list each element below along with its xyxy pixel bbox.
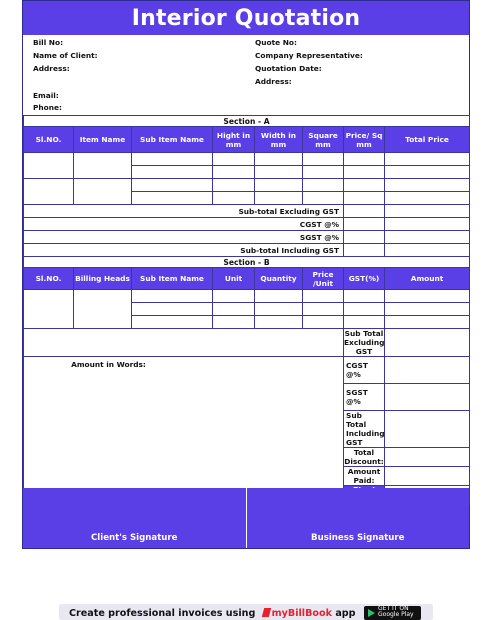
table-cell[interactable] [213,192,255,205]
signature-area [23,488,469,548]
section-a-title: Section - A [24,116,470,127]
summary-row [24,218,470,231]
client-signature-label: Client's Signature [23,488,247,548]
summary-row [24,357,470,384]
table-cell[interactable] [132,290,213,303]
sub-total-incl-label: Sub Total Including GST [344,411,385,448]
col-sl-no: Sl.NO. [24,268,74,290]
col-price-sq: Price/ Sq mm [344,127,385,153]
table-cell[interactable] [213,166,255,179]
table-cell[interactable] [132,316,213,329]
store-top-text: GET IT ON [378,605,409,612]
col-gst: GST(%) [344,268,385,290]
table-cell[interactable] [344,205,385,218]
table-row [24,179,470,192]
table-cell[interactable] [213,153,255,166]
table-cell[interactable] [385,179,470,192]
col-price-unit: Price /Unit [303,268,344,290]
business-signature-label: Business Signature [311,533,405,543]
summary-row [24,205,470,218]
table-cell[interactable] [132,192,213,205]
table-cell[interactable] [303,290,344,303]
quote-no-label: Quote No: [255,38,297,47]
document-title: Interior Quotation [23,1,469,35]
sub-total-excl-value[interactable] [385,329,470,357]
table-cell[interactable] [132,303,213,316]
summary-row [24,244,470,257]
bill-no-label: Bill No: [33,38,64,47]
banner-text: Create professional invoices using [69,608,256,619]
promo-banner[interactable] [59,604,433,620]
mybillbook-logo-icon [261,608,270,617]
table-cell[interactable] [24,179,74,205]
amount-in-words-label: Amount in Words: [24,357,344,505]
table-cell[interactable] [344,179,385,192]
col-billing-heads: Billing Heads [74,268,132,290]
cgst-value[interactable] [385,357,470,384]
summary-row [24,329,470,357]
table-cell[interactable] [344,218,385,231]
table-cell[interactable] [344,153,385,166]
amount-paid-value[interactable] [385,467,470,486]
total-discount-label: Total Discount: [344,448,384,466]
play-store-icon [368,609,375,617]
table-cell[interactable] [213,316,255,329]
subtotal-incl-gst-label: Sub-total Including GST [24,244,344,257]
amount-paid-label: Amount Paid: [344,467,385,486]
blank-cell [24,329,344,357]
table-cell[interactable] [344,231,385,244]
subtotal-excl-gst-label: Sub-total Excluding GST [24,205,344,218]
table-cell[interactable] [385,303,470,316]
table-cell[interactable] [303,192,344,205]
subtotal-excl-gst-value[interactable] [385,205,470,218]
col-width: Width in mm [255,127,303,153]
col-sub-item-name: Sub Item Name [132,268,213,290]
table-cell[interactable] [255,303,303,316]
table-cell[interactable] [132,153,213,166]
table-cell[interactable] [24,290,74,329]
sgst-value[interactable] [385,231,470,244]
table-cell[interactable] [344,290,385,303]
table-cell[interactable] [303,153,344,166]
col-quantity: Quantity [255,268,303,290]
quotation-date-label: Quotation Date: [255,64,322,73]
table-cell[interactable] [74,179,132,205]
table-cell[interactable] [255,166,303,179]
client-name-label: Name of Client: [33,51,98,60]
store-name: Google Play [378,611,414,618]
table-cell[interactable] [132,179,213,192]
sgst-label: SGST @% [344,384,385,411]
email-label: Email: [33,91,59,100]
table-cell[interactable] [303,166,344,179]
col-item-name: Item Name [74,127,132,153]
cgst-label: CGST @% [344,357,385,384]
table-cell[interactable] [24,153,74,179]
table-cell[interactable] [255,179,303,192]
col-total-price: Total Price [385,127,470,153]
table-cell[interactable] [385,316,470,329]
table-cell[interactable] [255,153,303,166]
table-cell[interactable] [132,166,213,179]
quotation-sheet [22,0,470,549]
table-cell[interactable] [213,303,255,316]
table-cell[interactable] [344,166,385,179]
cgst-label: CGST @% [24,218,344,231]
table-cell[interactable] [213,290,255,303]
col-sub-item-name: Sub Item Name [132,127,213,153]
col-sl-no: Sl.NO. [24,127,74,153]
table-cell[interactable] [255,290,303,303]
table-cell[interactable] [74,290,132,329]
cgst-value[interactable] [385,218,470,231]
col-amount: Amount [385,268,470,290]
section-a-table [23,115,470,505]
table-cell[interactable] [385,290,470,303]
table-row [24,153,470,166]
table-cell[interactable] [303,303,344,316]
col-square: Square mm [303,127,344,153]
client-address-label: Address: [33,64,70,73]
brand-name: myBillBook [271,608,332,619]
table-cell[interactable] [344,303,385,316]
total-discount-value[interactable] [385,448,470,467]
table-cell[interactable] [385,192,470,205]
company-address-label: Address: [255,77,292,86]
sgst-label: SGST @% [24,231,344,244]
phone-label: Phone: [33,103,62,112]
sub-total-incl-value[interactable] [385,411,470,448]
table-cell[interactable] [344,244,385,257]
section-b-title: Section - B [24,257,470,268]
sgst-value[interactable] [385,384,470,411]
table-cell[interactable] [385,153,470,166]
summary-row [24,231,470,244]
table-row [24,290,470,303]
google-play-badge[interactable] [364,606,421,620]
table-cell[interactable] [344,316,385,329]
table-cell[interactable] [255,192,303,205]
table-cell[interactable] [385,166,470,179]
table-cell[interactable] [303,179,344,192]
col-unit: Unit [213,268,255,290]
table-cell[interactable] [344,192,385,205]
subtotal-incl-gst-value[interactable] [385,244,470,257]
table-cell[interactable] [255,316,303,329]
sub-total-excl-label: Sub Total Excluding GST [344,329,385,356]
table-cell[interactable] [213,179,255,192]
table-cell[interactable] [303,316,344,329]
banner-text-app: app [335,608,356,619]
table-cell[interactable] [74,153,132,179]
company-rep-label: Company Representative: [255,51,363,60]
info-block [23,35,469,115]
col-height: Hight in mm [213,127,255,153]
